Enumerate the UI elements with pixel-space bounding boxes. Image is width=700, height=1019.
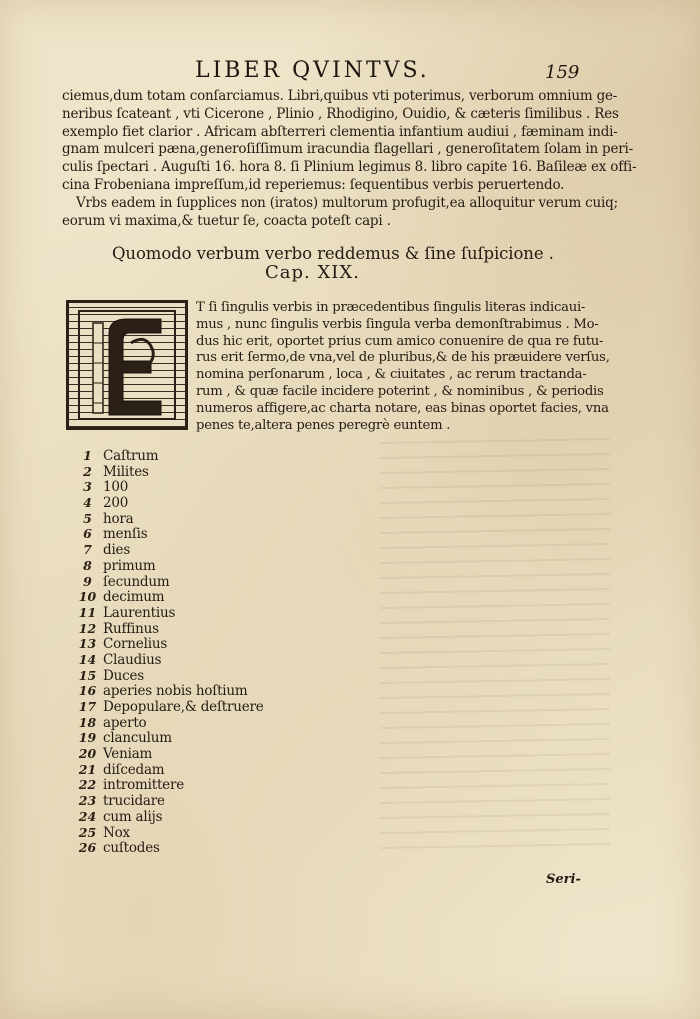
list-number: 1 xyxy=(83,448,92,463)
list-number: 16 xyxy=(78,683,97,699)
chapter-line: T ſi ſingulis verbis in præcedentibus ſingulis literas indicaui- xyxy=(196,300,586,315)
list-number: 18 xyxy=(78,714,97,730)
list-word: intromittere xyxy=(103,777,185,794)
list-word: clanculum xyxy=(103,730,172,747)
prose-line: neribus ſcateant , vti Cicerone , Plinio , Rhodigino, Ouidio, & cæteris ſimilibus . Res xyxy=(62,105,619,122)
chapter-line: numeros affigere,ac charta notare, eas binas oportet facies, vna xyxy=(196,400,609,416)
list-word: 200 xyxy=(103,495,129,512)
list-item xyxy=(72,683,372,699)
prose-line: cina Frobeniana impreſſum,id reperiemus: ſequentibus verbis peruertendo. xyxy=(62,176,565,193)
prose-line: exemplo fiet clarior . Africam abſterreri clementia infantium audiui , fæminam indi- xyxy=(62,123,618,140)
list-item xyxy=(72,809,372,825)
list-word: ſecundum xyxy=(103,573,170,590)
list-word: aperto xyxy=(103,714,147,731)
chapter-line: rus erit ſermo,de vna,vel de pluribus,& de his præuidere verſus, xyxy=(196,350,610,366)
list-word: Depopulare,& deſtruere xyxy=(103,699,264,715)
list-word: primum xyxy=(103,557,156,574)
list-word: cuſtodes xyxy=(103,840,160,857)
list-word: Caſtrum xyxy=(103,448,159,464)
list-number: 10 xyxy=(78,589,97,605)
list-number: 17 xyxy=(78,699,97,714)
list-number: 19 xyxy=(78,730,97,746)
chapter-number: Cap. XIX. xyxy=(265,262,360,283)
list-number: 26 xyxy=(78,840,97,856)
prose-line: culis ſpectari . Auguſti 16. hora 8. ſi Plinium legimus 8. libro capite 16. Baſileæ ex offi- xyxy=(62,159,637,176)
list-item xyxy=(72,840,372,856)
prose-line: ciemus,dum totam conſarciamus. Libri,quibus vti poterimus, verborum omnium ge- xyxy=(62,88,618,104)
list-item xyxy=(72,636,372,652)
list-word: Cornelius xyxy=(103,636,168,653)
list-item xyxy=(72,746,372,762)
list-item xyxy=(72,652,372,668)
page-number: 159 xyxy=(545,62,580,83)
list-word: Nox xyxy=(103,824,130,841)
running-head: LIBER QVINTVS. xyxy=(195,58,430,83)
list-number: 13 xyxy=(78,636,97,652)
list-word: aperies nobis hoſtium xyxy=(103,683,248,700)
list-word: Claudius xyxy=(103,651,162,668)
prose-line: eorum vi maxima,& tuetur ſe, coacta poteſt capi . xyxy=(62,212,391,229)
list-item xyxy=(72,526,372,542)
list-word: decimum xyxy=(103,589,165,606)
list-word: diſcedam xyxy=(103,761,165,778)
list-word: trucidare xyxy=(103,793,165,810)
list-item xyxy=(72,574,372,590)
list-number: 2 xyxy=(83,463,92,479)
chapter-line: penes te,altera penes peregrè euntem . xyxy=(196,417,451,433)
list-number: 25 xyxy=(78,824,97,840)
list-word: cum alijs xyxy=(103,808,163,825)
chapter-paragraph xyxy=(196,300,610,434)
list-item xyxy=(72,793,372,809)
list-number: 20 xyxy=(78,746,97,762)
list-number: 3 xyxy=(83,479,92,495)
list-item xyxy=(72,730,372,746)
list-item xyxy=(72,495,372,511)
list-item xyxy=(72,777,372,793)
list-number: 5 xyxy=(83,510,92,526)
list-item xyxy=(72,715,372,731)
prose-line: gnam mulceri pæna,generoſiſſimum iracundia flagellari , generoſitatem ſolam in peri- xyxy=(62,141,634,158)
list-word: Milites xyxy=(103,463,149,480)
list-item xyxy=(72,589,372,605)
list-number: 9 xyxy=(83,573,92,589)
list-number: 21 xyxy=(78,761,97,777)
list-number: 23 xyxy=(78,793,97,809)
list-number: 24 xyxy=(78,808,97,824)
list-item xyxy=(72,464,372,480)
list-number: 14 xyxy=(78,651,97,667)
list-number: 6 xyxy=(83,526,92,542)
chapter-line: mus , nunc ſingulis verbis ſingula verba demonſtrabimus . Mo- xyxy=(196,316,599,332)
list-item xyxy=(72,699,372,715)
list-word: menſis xyxy=(103,526,148,543)
list-word: Duces xyxy=(103,667,144,684)
list-item xyxy=(72,621,372,637)
catchword: Seri- xyxy=(546,872,581,887)
decorated-initial-image xyxy=(66,300,188,430)
numbered-word-list xyxy=(72,448,372,856)
prose-line: Vrbs eadem in ſupplices non (iratos) multorum profugit,ea alloquitur verum cuiq; xyxy=(76,194,618,211)
list-word: Ruffinus xyxy=(103,620,159,637)
list-item xyxy=(72,448,372,464)
opening-paragraph xyxy=(62,88,637,230)
list-item xyxy=(72,668,372,684)
list-number: 8 xyxy=(83,557,92,573)
list-item xyxy=(72,542,372,558)
list-number: 22 xyxy=(78,777,97,793)
chapter-line: nomina perſonarum , loca , & ciuitates , ac rerum tractanda- xyxy=(196,367,587,383)
decorated-initial-e-graphic xyxy=(69,303,185,427)
list-number: 11 xyxy=(78,604,97,620)
list-word: Laurentius xyxy=(103,604,176,621)
list-word: Veniam xyxy=(103,746,153,763)
list-item xyxy=(72,511,372,527)
list-number: 15 xyxy=(78,667,97,683)
show-through-bleed xyxy=(380,438,610,862)
list-item xyxy=(72,825,372,841)
list-number: 4 xyxy=(83,495,92,511)
list-item xyxy=(72,762,372,778)
list-item xyxy=(72,558,372,574)
list-number: 12 xyxy=(78,620,97,636)
chapter-title: Quomodo verbum verbo reddemus & ſine ſuſpicione . xyxy=(112,244,554,263)
list-word: hora xyxy=(103,510,134,527)
list-item xyxy=(72,605,372,621)
list-number: 7 xyxy=(83,542,92,558)
list-item xyxy=(72,479,372,495)
list-word: 100 xyxy=(103,479,129,496)
chapter-line: rum , & quæ facile incidere poterint , & nominibus , & periodis xyxy=(196,383,604,399)
chapter-line: dus hic erit, oportet prius cum amico conuenire de qua re futu- xyxy=(196,333,604,349)
list-word: dies xyxy=(103,542,131,559)
